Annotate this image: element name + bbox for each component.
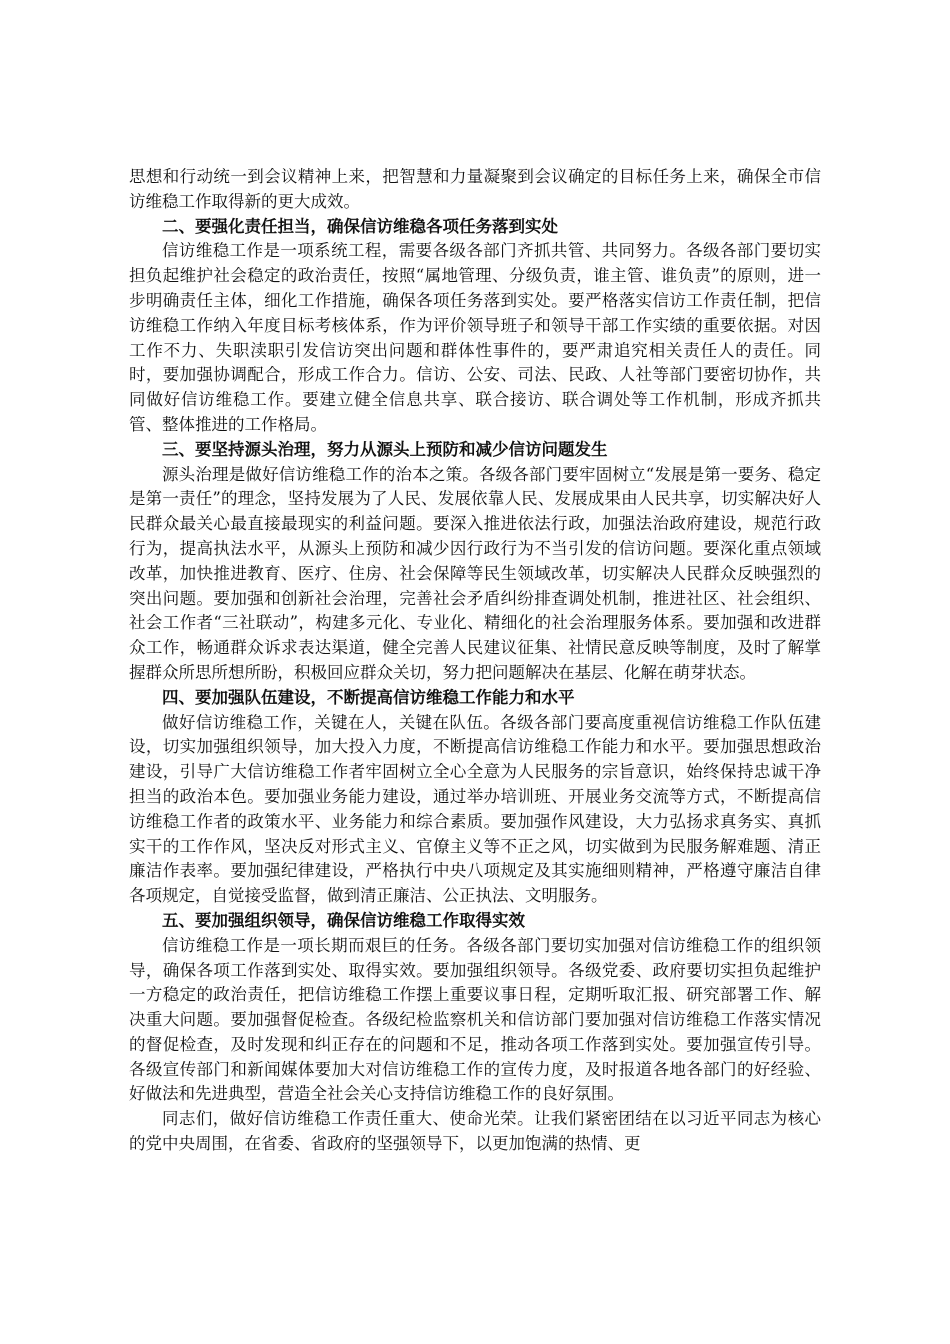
paragraph-section-3: 源头治理是做好信访维稳工作的治本之策。各级各部门要牢固树立“发展是第一要务、稳定是第一责任”的理念，坚持发展为了人民、发展依靠人民、发展成果由人民共享，切实解决好人民群众最关心最直接最现实的利益问题。要深入推进依法行政，加强法治政府建设，规范行政行为，提高执法水平，从源头上预防和减少因行政行为不当引发的信访问题。要深化重点领域改革，加快推进教育、医疗、住房、社会保障等民生领域改革，切实解决人民群众反映强烈的突出问题。要加强和创新社会治理，完善社会矛盾纠纷排查调处机制，推进社区、社会组织、社会工作者“三社联动”，构建多元化、专业化、精细化的社会治理服务体系。要加强和改进群众工作，畅通群众诉求表达渠道，健全完善人民建议征集、社情民意反映等制度，及时了解掌握群众所思所想所盼，积极回应群众关切，努力把问题解决在基层、化解在萌芽状态。 <box>129 464 821 682</box>
paragraph-section-5: 信访维稳工作是一项长期而艰巨的任务。各级各部门要切实加强对信访维稳工作的组织领导，确保各项工作落到实处、取得实效。要加强组织领导。各级党委、政府要切实担负起维护一方稳定的政治责任，把信访维稳工作摆上重要议事日程，定期听取汇报、研究部署工作、解决重大问题。要加强督促检查。各级纪检监察机关和信访部门要加强对信访维稳工作落实情况的督促检查，及时发现和纠正存在的问题和不足，推动各项工作落到实处。要加强宣传引导。各级宣传部门和新闻媒体要加大对信访维稳工作的宣传力度，及时报道各地各部门的好经验、好做法和先进典型，营造全社会关心支持信访维稳工作的良好氛围。 <box>129 935 821 1104</box>
paragraph-section-2: 信访维稳工作是一项系统工程，需要各级各部门齐抓共管、共同努力。各级各部门要切实担负起维护社会稳定的政治责任，按照“属地管理、分级负责，谁主管、谁负责”的原则，进一步明确责任主体，细化工作措施，确保各项任务落到实处。要严格落实信访工作责任制，把信访维稳工作纳入年度目标考核体系，作为评价领导班子和领导干部工作实绩的重要依据。对因工作不力、失职渎职引发信访突出问题和群体性事件的，要严肃追究相关责任人的责任。同时，要加强协调配合，形成工作合力。信访、公安、司法、民政、人社等部门要密切协作，共同做好信访维稳工作。要建立健全信息共享、联合接访、联合调处等工作机制，形成齐抓共管、整体推进的工作格局。 <box>129 241 821 434</box>
document-body <box>129 165 821 1157</box>
section-heading-5: 五、要加强组织领导，确保信访维稳工作取得实效 <box>162 910 525 930</box>
section-heading-2: 二、要强化责任担当，确保信访维稳各项任务落到实处 <box>162 216 558 236</box>
section-heading-4: 四、要加强队伍建设，不断提高信访维稳工作能力和水平 <box>162 687 575 707</box>
section-heading-3: 三、要坚持源头治理，努力从源头上预防和减少信访问题发生 <box>162 439 608 459</box>
paragraph-closing: 同志们，做好信访维稳工作责任重大、使命光荣。让我们紧密团结在以习近平同志为核心的党中央周围，在省委、省政府的坚强领导下，以更加饱满的热情、更 <box>129 1109 821 1154</box>
paragraph-intro-continued: 思想和行动统一到会议精神上来，把智慧和力量凝聚到会议确定的目标任务上来，确保全市信访维稳工作取得新的更大成效。 <box>129 167 821 211</box>
paragraph-section-4: 做好信访维稳工作，关键在人，关键在队伍。各级各部门要高度重视信访维稳工作队伍建设，切实加强组织领导，加大投入力度，不断提高信访维稳工作能力和水平。要加强思想政治建设，引导广大信访维稳工作者牢固树立全心全意为人民服务的宗旨意识，始终保持忠诚干净担当的政治本色。要加强业务能力建设，通过举办培训班、开展业务交流等方式，不断提高信访维稳工作者的政策水平、业务能力和综合素质。要加强作风建设，大力弘扬求真务实、真抓实干的工作作风，坚决反对形式主义、官僚主义等不正之风，切实做到为民服务解难题、清正廉洁作表率。要加强纪律建设，严格执行中央八项规定及其实施细则精神，严格遵守廉洁自律各项规定，自觉接受监督，做到清正廉洁、公正执法、文明服务。 <box>129 712 821 906</box>
